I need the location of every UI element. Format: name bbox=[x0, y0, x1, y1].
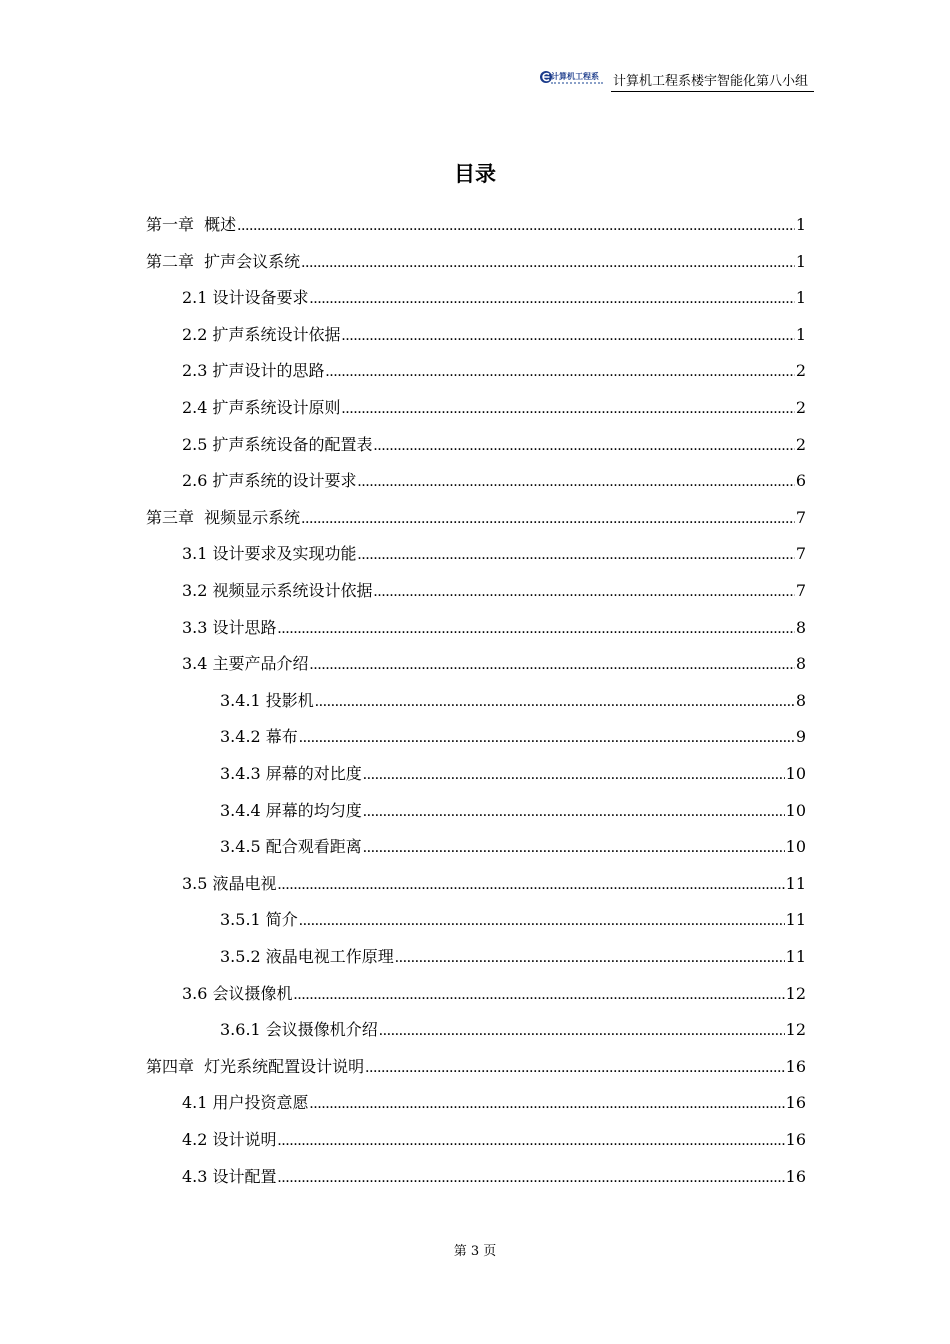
toc-entry[interactable] bbox=[220, 1017, 806, 1051]
toc-entry-label: 第四章 灯光系统配置设计说明 bbox=[146, 1056, 365, 1076]
toc-entry-page: 8 bbox=[795, 654, 806, 674]
toc-entry-page: 7 bbox=[795, 544, 806, 564]
toc-entry-label: 2.2 扩声系统设计依据 bbox=[182, 324, 341, 344]
toc-entry-page: 7 bbox=[795, 507, 806, 527]
toc-entry[interactable] bbox=[182, 322, 806, 356]
toc-entry-page: 12 bbox=[785, 1020, 806, 1040]
toc-entry[interactable] bbox=[220, 834, 806, 868]
toc-dot-leader bbox=[342, 327, 795, 345]
toc-entry[interactable] bbox=[182, 468, 806, 502]
toc-entry-label: 2.1 设计设备要求 bbox=[182, 288, 309, 308]
toc-entry-label: 3.4 主要产品介绍 bbox=[182, 654, 309, 674]
toc-entry-label: 3.5.2 液晶电视工作原理 bbox=[220, 947, 394, 966]
toc-entry-page: 9 bbox=[795, 727, 806, 747]
toc-entry-label: 第三章 视频显示系统 bbox=[146, 507, 301, 527]
logo-subline bbox=[551, 82, 603, 86]
toc-entry-page: 1 bbox=[795, 324, 806, 344]
toc-entry-page: 2 bbox=[795, 434, 806, 454]
toc-entry[interactable] bbox=[146, 505, 806, 539]
toc-entry-label: 3.1 设计要求及实现功能 bbox=[182, 544, 357, 564]
toc-entry-label: 3.2 视频显示系统设计依据 bbox=[182, 581, 373, 600]
page-number: 第 3 页 bbox=[453, 1244, 497, 1259]
toc-dot-leader bbox=[363, 803, 785, 821]
toc-entry-label: 4.3 设计配置 bbox=[182, 1166, 277, 1186]
toc-entry[interactable] bbox=[220, 688, 806, 722]
logo-text: 计算机工程系 bbox=[550, 72, 599, 81]
toc-entry[interactable] bbox=[220, 798, 806, 832]
toc-entry-page: 11 bbox=[785, 910, 806, 930]
toc-entry-label: 2.5 扩声系统设备的配置表 bbox=[182, 434, 373, 454]
toc-dot-leader bbox=[342, 400, 795, 418]
toc-entry-label: 4.1 用户投资意愿 bbox=[182, 1093, 309, 1113]
page-title: 目录 bbox=[454, 162, 496, 186]
toc-entry[interactable] bbox=[182, 578, 806, 612]
toc-entry[interactable] bbox=[182, 541, 806, 575]
toc-dot-leader bbox=[278, 620, 795, 638]
page-header bbox=[539, 70, 814, 92]
toc-dot-leader bbox=[310, 290, 795, 308]
toc-entry[interactable] bbox=[182, 285, 806, 319]
toc-dot-leader bbox=[363, 766, 785, 784]
toc-entry-label: 3.4.4 屏幕的均匀度 bbox=[220, 800, 362, 820]
toc-entry-label: 第二章 扩声会议系统 bbox=[146, 251, 301, 271]
toc-entry-label: 3.5 液晶电视 bbox=[182, 873, 277, 893]
toc-entry-page: 11 bbox=[785, 947, 806, 966]
toc-entry[interactable] bbox=[146, 249, 806, 283]
toc-dot-leader bbox=[278, 1169, 785, 1187]
toc-entry-label: 3.3 设计思路 bbox=[182, 617, 277, 637]
toc-dot-leader bbox=[237, 217, 795, 235]
toc-entry[interactable] bbox=[182, 1090, 806, 1124]
toc-entry-page: 16 bbox=[785, 1166, 806, 1186]
toc-entry-page: 8 bbox=[795, 617, 806, 637]
department-logo bbox=[539, 70, 603, 92]
toc-entry[interactable] bbox=[220, 761, 806, 795]
toc-entry-page: 2 bbox=[795, 398, 806, 417]
toc-entry[interactable] bbox=[146, 1054, 806, 1088]
toc-entry[interactable] bbox=[220, 724, 806, 758]
toc-entry-page: 6 bbox=[795, 471, 806, 491]
toc-entry-label: 3.4.3 屏幕的对比度 bbox=[220, 764, 362, 783]
toc-entry-page: 10 bbox=[785, 764, 806, 783]
toc-entry-label: 3.5.1 简介 bbox=[220, 910, 298, 930]
toc-entry[interactable] bbox=[146, 212, 806, 246]
toc-dot-leader bbox=[363, 839, 785, 857]
header-title: 计算机工程系楼宇智能化第八小组 bbox=[611, 74, 814, 92]
toc-entry-label: 2.6 扩声系统的设计要求 bbox=[182, 471, 357, 491]
toc-dot-leader bbox=[310, 656, 795, 674]
toc-entry[interactable] bbox=[182, 1164, 806, 1198]
toc-entry[interactable] bbox=[220, 907, 806, 941]
toc-dot-leader bbox=[299, 912, 785, 930]
toc-dot-leader bbox=[358, 473, 795, 491]
toc-entry-label: 3.6.1 会议摄像机介绍 bbox=[220, 1020, 378, 1040]
toc-entry-label: 3.6 会议摄像机 bbox=[182, 983, 293, 1003]
toc-dot-leader bbox=[315, 693, 795, 711]
toc-dot-leader bbox=[294, 986, 785, 1004]
toc-entry-page: 1 bbox=[795, 288, 806, 308]
toc-entry[interactable] bbox=[182, 1127, 806, 1161]
toc-dot-leader bbox=[326, 363, 795, 381]
toc-dot-leader bbox=[278, 1132, 785, 1150]
toc-entry[interactable] bbox=[182, 651, 806, 685]
toc-entry-label: 2.4 扩声系统设计原则 bbox=[182, 398, 341, 417]
toc-entry-label: 3.4.2 幕布 bbox=[220, 727, 298, 747]
toc-entry[interactable] bbox=[220, 944, 806, 978]
toc-entry[interactable] bbox=[182, 871, 806, 905]
toc-dot-leader bbox=[301, 510, 795, 528]
toc-entry-page: 12 bbox=[785, 983, 806, 1003]
toc-dot-leader bbox=[365, 1059, 784, 1077]
toc-entry-page: 8 bbox=[795, 690, 806, 710]
toc-entry-label: 2.3 扩声设计的思路 bbox=[182, 361, 325, 381]
toc-entry-label: 第一章 概述 bbox=[146, 215, 237, 234]
toc-entry-page: 10 bbox=[785, 800, 806, 820]
toc-dot-leader bbox=[299, 729, 795, 747]
toc-entry-page: 2 bbox=[795, 361, 806, 381]
toc-dot-leader bbox=[310, 1095, 785, 1113]
toc-entry-page: 1 bbox=[795, 215, 806, 234]
toc-dot-leader bbox=[395, 949, 785, 967]
toc-entry-page: 11 bbox=[785, 873, 806, 893]
toc-entry[interactable] bbox=[182, 981, 806, 1015]
toc-entry-page: 16 bbox=[785, 1093, 806, 1113]
toc-entry-label: 3.4.1 投影机 bbox=[220, 690, 314, 710]
toc-entry[interactable] bbox=[182, 432, 806, 466]
toc-entry-page: 7 bbox=[795, 581, 806, 600]
toc-entry[interactable] bbox=[182, 615, 806, 649]
toc-dot-leader bbox=[358, 546, 795, 564]
toc-entry[interactable] bbox=[182, 358, 806, 392]
toc-dot-leader bbox=[374, 437, 795, 455]
toc-dot-leader bbox=[374, 583, 795, 601]
toc-dot-leader bbox=[278, 876, 785, 894]
toc-entry-page: 16 bbox=[785, 1056, 806, 1076]
toc-entry-label: 4.2 设计说明 bbox=[182, 1130, 277, 1149]
toc-dot-leader bbox=[301, 254, 795, 272]
toc-entry-page: 10 bbox=[785, 837, 806, 857]
toc-entry-page: 16 bbox=[785, 1130, 806, 1149]
toc-entry[interactable] bbox=[182, 395, 806, 429]
toc-entry-label: 3.4.5 配合观看距离 bbox=[220, 837, 362, 857]
toc-entry-page: 1 bbox=[795, 251, 806, 271]
toc-dot-leader bbox=[379, 1022, 785, 1040]
